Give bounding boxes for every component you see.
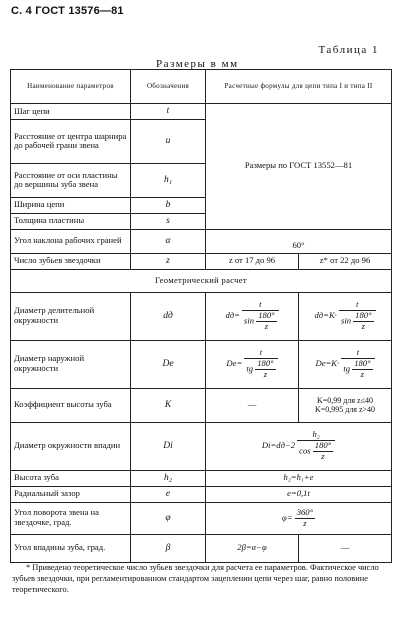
row-name: Угол наклона рабочих граней (11, 229, 131, 253)
column-header-param: Наименование параметров (11, 70, 131, 104)
formula-phi: φ= $\frac{360^\circ}{z}$ (206, 502, 392, 534)
angle-value: 60° (206, 229, 392, 253)
row-symbol: dд (131, 292, 206, 340)
formula-beta-type2: — (299, 534, 392, 562)
row-symbol: φ (131, 502, 206, 534)
formula-k-type1: — (206, 388, 299, 422)
row-name: Угол поворота звена на звездочке, град. (11, 502, 131, 534)
formula-de-type1: Dе= t tg $\frac{180^\circ}{z}$ (206, 340, 299, 388)
formula-k-type2: K=0,99 для z≤40 K=0,995 для z>40 (299, 388, 392, 422)
table-label: Таблица 1 (318, 44, 379, 56)
row-symbol: t (131, 104, 206, 120)
dimensions-label: Размеры в мм (156, 58, 239, 70)
row-symbol: h₂ (131, 470, 206, 486)
teeth-type2: z* от 22 до 96 (299, 253, 392, 269)
formula-di: Di=dд−2 h₂ cos $\frac{180^\circ}{z}$ (206, 422, 392, 470)
row-name: Радиальный зазор (11, 486, 131, 502)
formula-de-type2: Dе=K· t tg $\frac{180^\circ}{z}$ (299, 340, 392, 388)
row-symbol: β (131, 534, 206, 562)
row-name: Шаг цепи (11, 104, 131, 120)
row-symbol: s (131, 213, 206, 229)
row-symbol: u (131, 119, 206, 163)
footnote: * Приведено теоретическое число зубьев звездочки для расчета ее параметров. Фактическое число зубьев звездочки, при регламентированном стандартом зацеплении цепи через шаг, равно половине теоретического. (12, 563, 379, 594)
column-header-formulas: Расчетные формулы для цепи типа I и типа II (206, 70, 392, 104)
parameters-table (10, 69, 392, 563)
row-symbol: K (131, 388, 206, 422)
row-name: Число зубьев звездочки (11, 253, 131, 269)
row-name: Коэффициент высоты зуба (11, 388, 131, 422)
row-symbol: b (131, 197, 206, 213)
page-header: С. 4 ГОСТ 13576—81 (11, 5, 124, 17)
formula-dd-type1: dд= t sin $\frac{180^\circ}{z}$ (206, 292, 299, 340)
row-name: Ширина цепи (11, 197, 131, 213)
row-name: Диаметр окружности впадин (11, 422, 131, 470)
formula-h2: h₂=h₁+e (206, 470, 392, 486)
row-name: Толщина пластины (11, 213, 131, 229)
row-symbol: Dе (131, 340, 206, 388)
row-name: Диаметр наружной окружности (11, 340, 131, 388)
section-title: Геометрический расчет (11, 269, 392, 292)
row-name: Угол впадины зуба, град. (11, 534, 131, 562)
row-name: Высота зуба (11, 470, 131, 486)
row-symbol: e (131, 486, 206, 502)
column-header-symbol: Обозначения (131, 70, 206, 104)
formula-e: e=0,1t (206, 486, 392, 502)
row-symbol: h₁ (131, 163, 206, 197)
row-symbol: α (131, 229, 206, 253)
row-name: Расстояние от оси пластины до вершины зуба звена (11, 163, 131, 197)
merged-value: Размеры по ГОСТ 13552—81 (244, 160, 353, 171)
merged-value-cell (206, 104, 392, 230)
formula-dd-type2: dд=K· t sin $\frac{180^\circ}{z}$ (299, 292, 392, 340)
row-name: Расстояние от центра шарнира до рабочей грани звена (11, 119, 131, 163)
row-name: Диаметр делительной окружности (11, 292, 131, 340)
row-symbol: Di (131, 422, 206, 470)
row-symbol: z (131, 253, 206, 269)
formula-beta: 2β=α−φ (206, 534, 299, 562)
teeth-type1: z от 17 до 96 (206, 253, 299, 269)
